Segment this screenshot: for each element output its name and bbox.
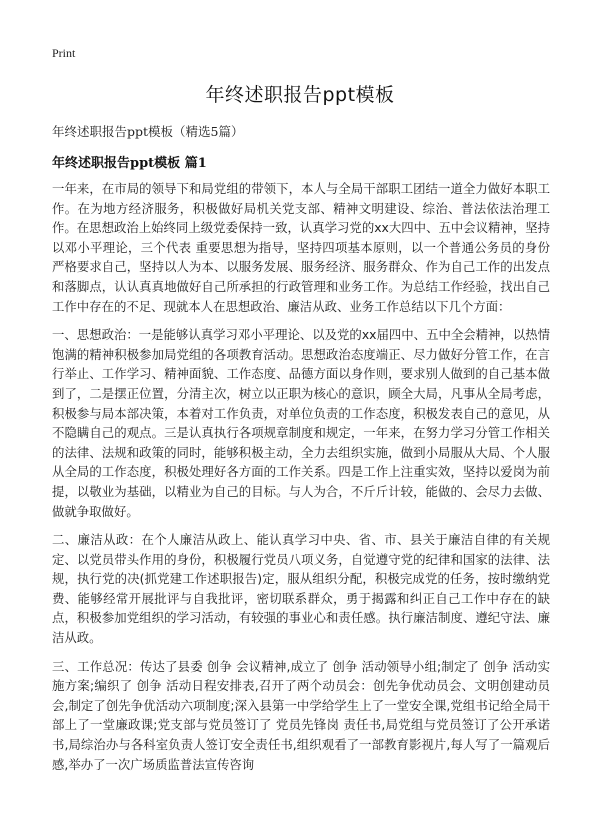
section-heading: 年终述职报告ppt模板 篇1 xyxy=(52,156,207,171)
paragraph-political: 一、思想政治：一是能够认真学习邓小平理论、以及党的xx届四中、五中全会精神，以热情饱满的精神积极参加局党组的各项教育活动。思想政治态度端正、尽力做好分管工作，在言行举止、工作学习、精神面貌、工作态度、品德方面以身作则，要求别人做到的自己基本做到了，二是摆正位置，分清主次，树立以正职为核心的意识，顾全大局，凡事从全局考虑，积极参与局本部决策，本着对工作负责，对单位负责的工作态度，积极发表自己的意见，从不隐瞒自己的观点。三是认真执行各项规章制度和规定，一年来，在努力学习分管工作相关的法律、法规和政策的同时，能够积极主动，全力去组织实施，做到小局服从大局、个人服从全局的工作态度，积极处理好各方面的工作关系。四是工作上注重实效，坚持以爱岗为前提，以敬业为基础，以精业为自己的目标。与人为合，不斤斤计较，能做的、会尽力去做、做就争取做好。 xyxy=(52,327,550,519)
paragraph-integrity: 二、廉洁从政：在个人廉洁从政上、能认真学习中央、省、市、县关于廉洁自律的有关规定、以党员带头作用的身份，积极履行党员八项义务，自觉遵守党的纪律和国家的法律、法规，执行党的决(抓党建工作述职报告)定，服从组织分配，积极完成党的任务，按时缴纳党费、能够经常开展批评与自我批评，密切联系群众，勇于揭露和纠正自己工作中存在的缺点，积极参加党组织的学习活动，有较强的事业心和责任感。执行廉洁制度、遵纪守法、廉洁从政。 xyxy=(52,532,550,646)
document-body xyxy=(52,179,550,783)
document-title: 年终述职报告ppt模板 xyxy=(205,84,395,106)
paragraph-work-summary: 三、工作总况：传达了县委 创争 会议精神,成立了 创争 活动领导小组;制定了 创争 活动实施方案;编织了 创争 活动日程安排表,召开了两个动员会：创先争优动员会、文明创建动员会,制定了创先争优活动六项制度;深入县第一中学给学生上了一堂安全课,党组书记给全局干部上了一堂廉政课;党支部与党员签订了 党员先锋岗 责任书,局党组与党员签订了公开承诺书,局综治办与各科室负责人签订安全责任书,组织观看了一部教育影视片,每人写了一篇观后感,举办了一次广场质监普法宣传咨询 xyxy=(52,658,550,772)
print-label: Print xyxy=(52,46,76,60)
paragraph-intro: 一年来，在市局的领导下和局党组的带领下，本人与全局干部职工团结一道全力做好本职工作。在为地方经济服务，积极做好局机关党支部、精神文明建设、综治、普法依法治理工作。在思想政治上始终同上级党委保持一致，认真学习党的xx大四中、五中会议精神，坚持以邓小平理论，三个代表 重要思想为指导，坚持四项基本原则，以一个普通公务员的身份严格要求自己，坚持以人为本、以服务发展、服务经济、服务群众、作为自己工作的出发点和落脚点，认认真真地做好自己所承担的行政管理和业务工作。为总结工作经验，找出自己工作中存在的不足、现就本人在思想政治、廉洁从政、业务工作总结以下几个方面： xyxy=(52,181,550,314)
document-subtitle: 年终述职报告ppt模板（精选5篇） xyxy=(52,124,244,139)
